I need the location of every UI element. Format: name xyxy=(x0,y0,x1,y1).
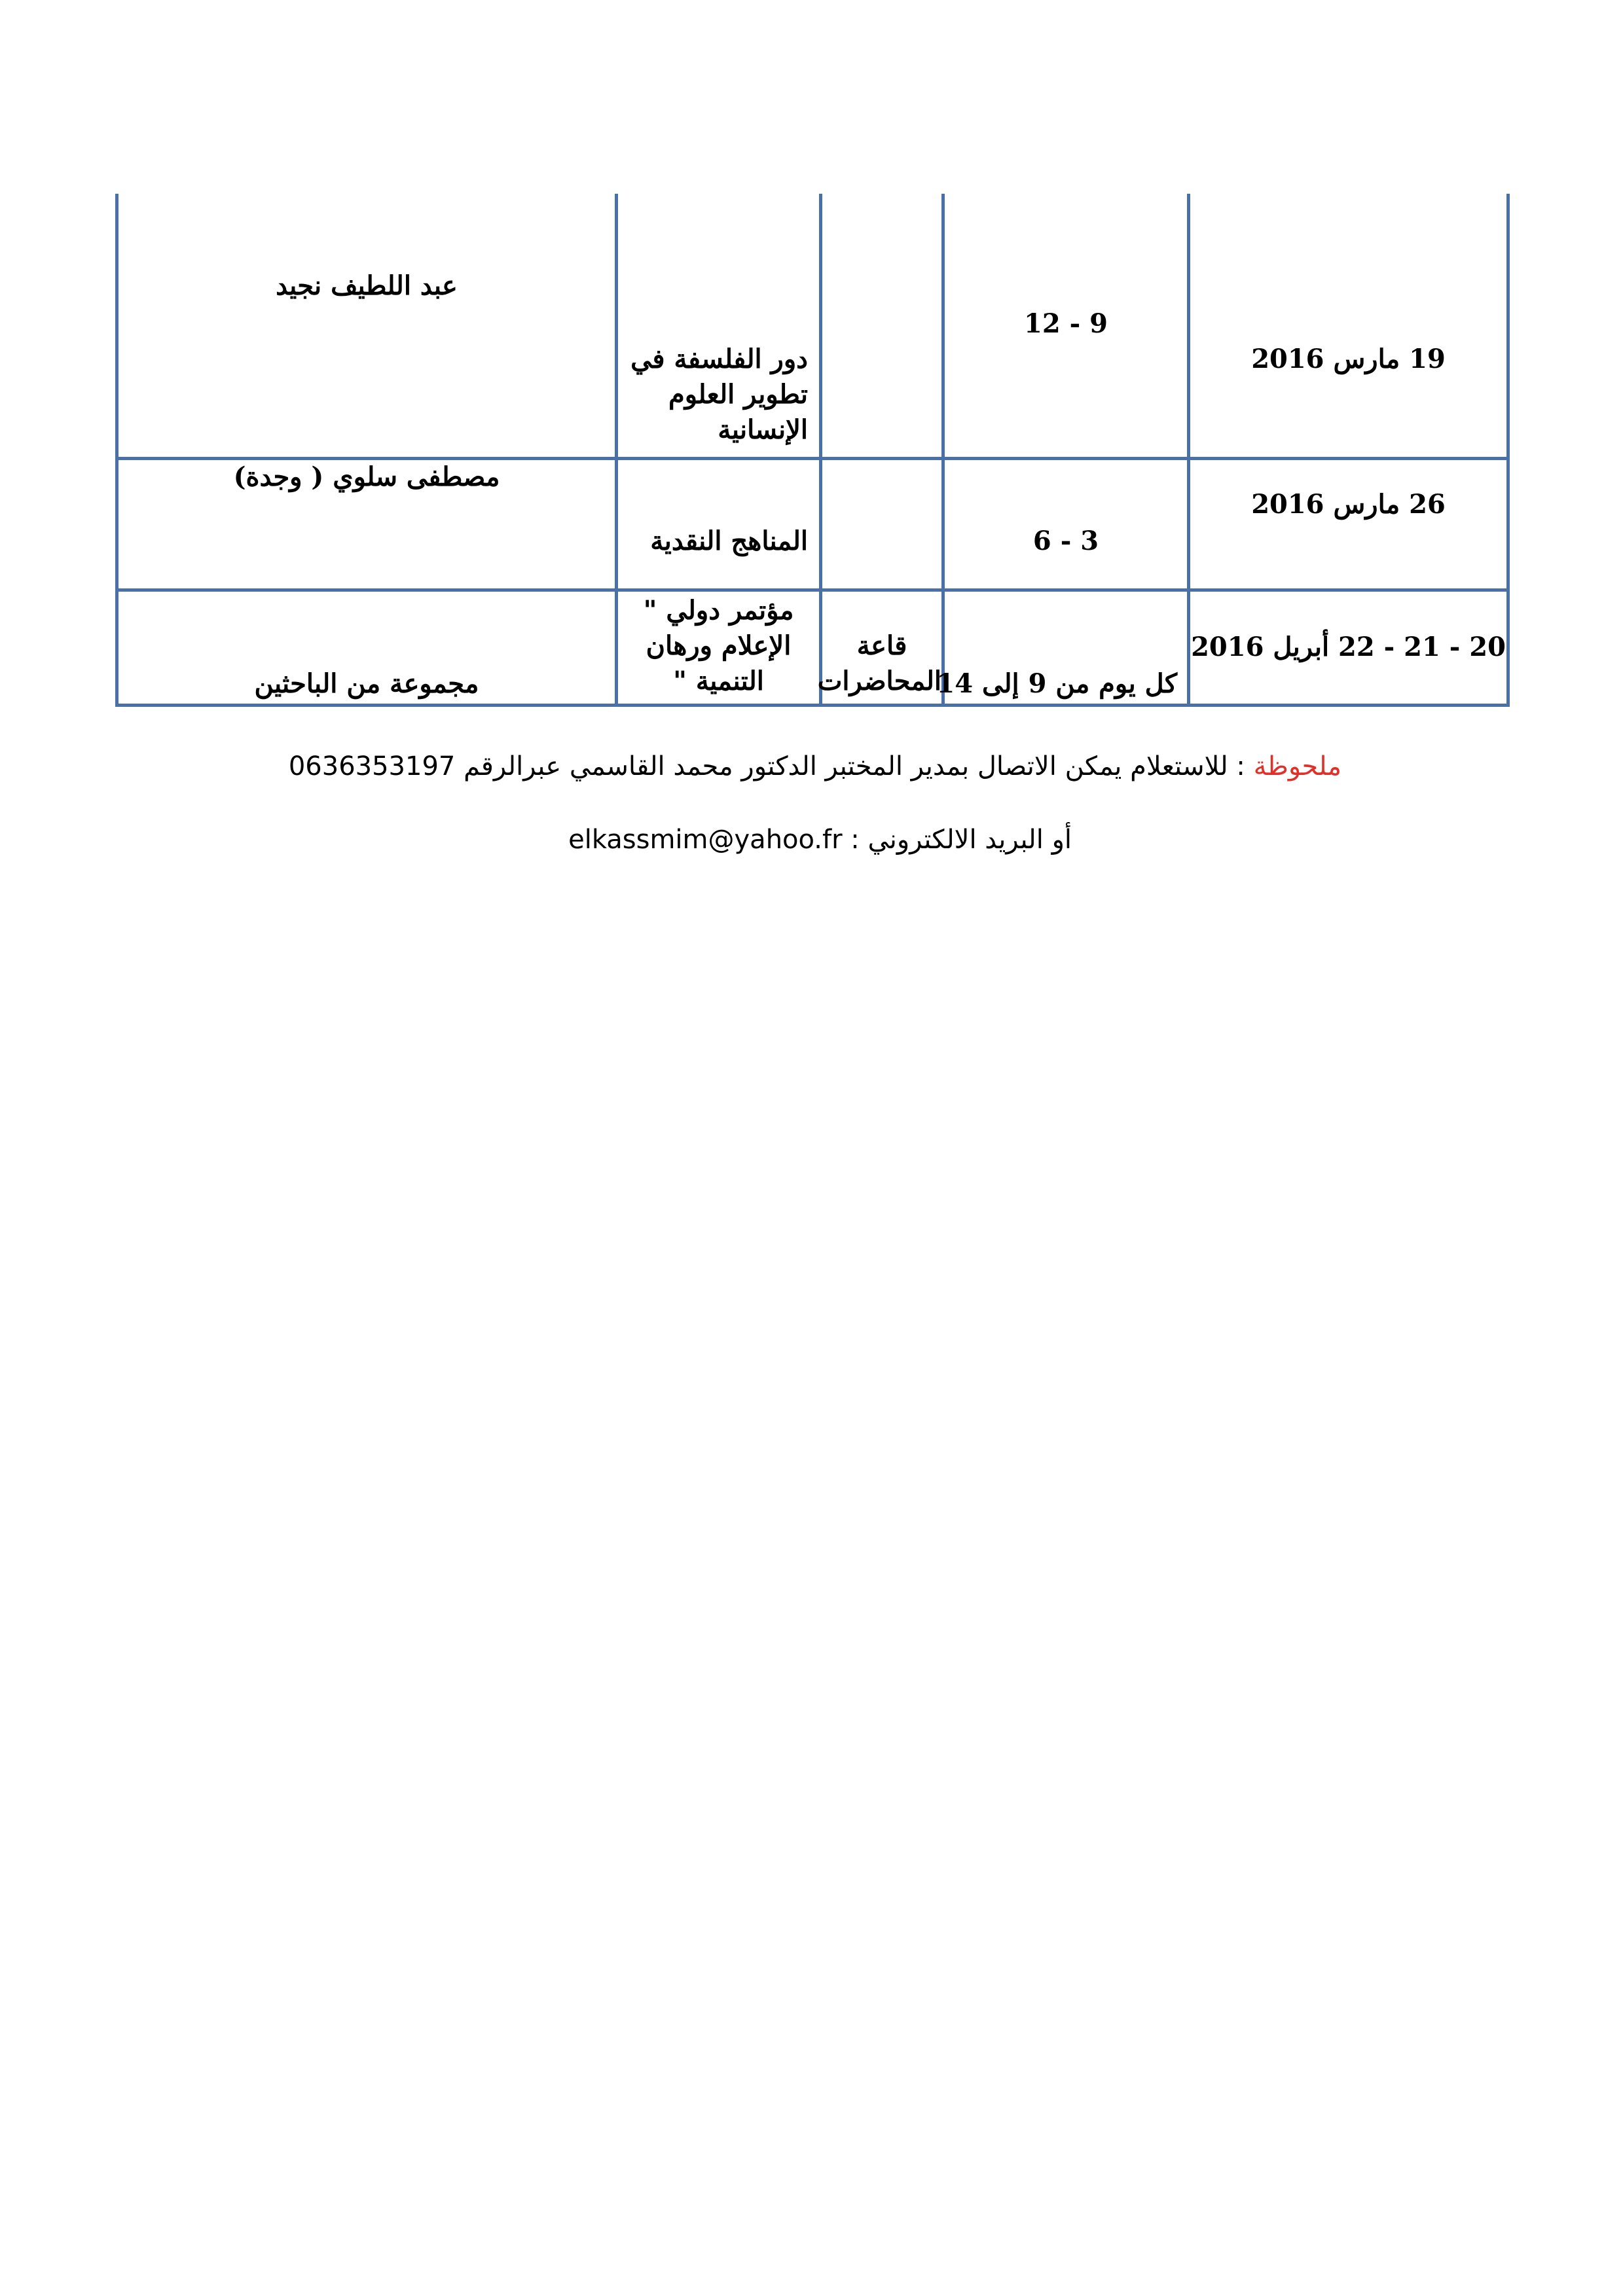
note-label: ملحوظة xyxy=(1253,751,1341,781)
table-row-2-topic: المناهج النقدية xyxy=(650,526,808,556)
table-row-3-topic xyxy=(618,593,819,699)
topic-line: مؤتمر دولي " xyxy=(643,595,794,626)
topic-line: دور الفلسفة في xyxy=(630,344,808,374)
email-note xyxy=(568,823,1072,856)
table-row-2-speaker: مصطفى سلوي ( وجدة) xyxy=(233,461,500,492)
table-row-3-speaker: مجموعة من الباحثين xyxy=(254,668,479,699)
contact-note xyxy=(289,750,1341,783)
table-border-right xyxy=(1506,194,1510,707)
email-prefix: أو البريد الالكتروني : xyxy=(842,825,1072,855)
topic-line: الإنسانية xyxy=(718,414,808,445)
table-row-1-topic xyxy=(618,342,808,448)
table-row-3-place xyxy=(817,628,941,699)
topic-line: التنمية " xyxy=(673,666,764,696)
topic-line: الإعلام ورهان xyxy=(646,630,792,661)
table-row-1-date: 19 مارس 2016 xyxy=(1251,344,1446,374)
table-row-1-speaker: عبد اللطيف نجيد xyxy=(276,270,458,301)
phone-number: 0636353197 xyxy=(288,751,456,781)
place-line: المحاضرات xyxy=(817,666,941,696)
table-row-1-time: 9 - 12 xyxy=(1024,308,1108,339)
table-border-bottom xyxy=(115,704,1510,707)
topic-line: تطوير العلوم xyxy=(668,379,808,410)
table-row-2-time: 3 - 6 xyxy=(1032,526,1099,556)
place-line: قاعة xyxy=(856,630,907,661)
schedule-table xyxy=(115,194,1510,707)
note-text: : للاستعلام يمكن الاتصال بمدير المختبر الدكتور محمد القاسمي عبرالرقم xyxy=(455,751,1254,781)
table-row-3-time: كل يوم من 9 إلى 14 xyxy=(936,668,1177,699)
table-divider xyxy=(941,194,945,707)
email-link[interactable]: elkassmim@yahoo.fr xyxy=(568,825,843,855)
table-row-2-date: 26 مارس 2016 xyxy=(1251,489,1446,520)
row-divider xyxy=(115,588,1510,592)
table-row-3-date: 20 - 21 - 22 أبريل 2016 xyxy=(1191,632,1506,662)
